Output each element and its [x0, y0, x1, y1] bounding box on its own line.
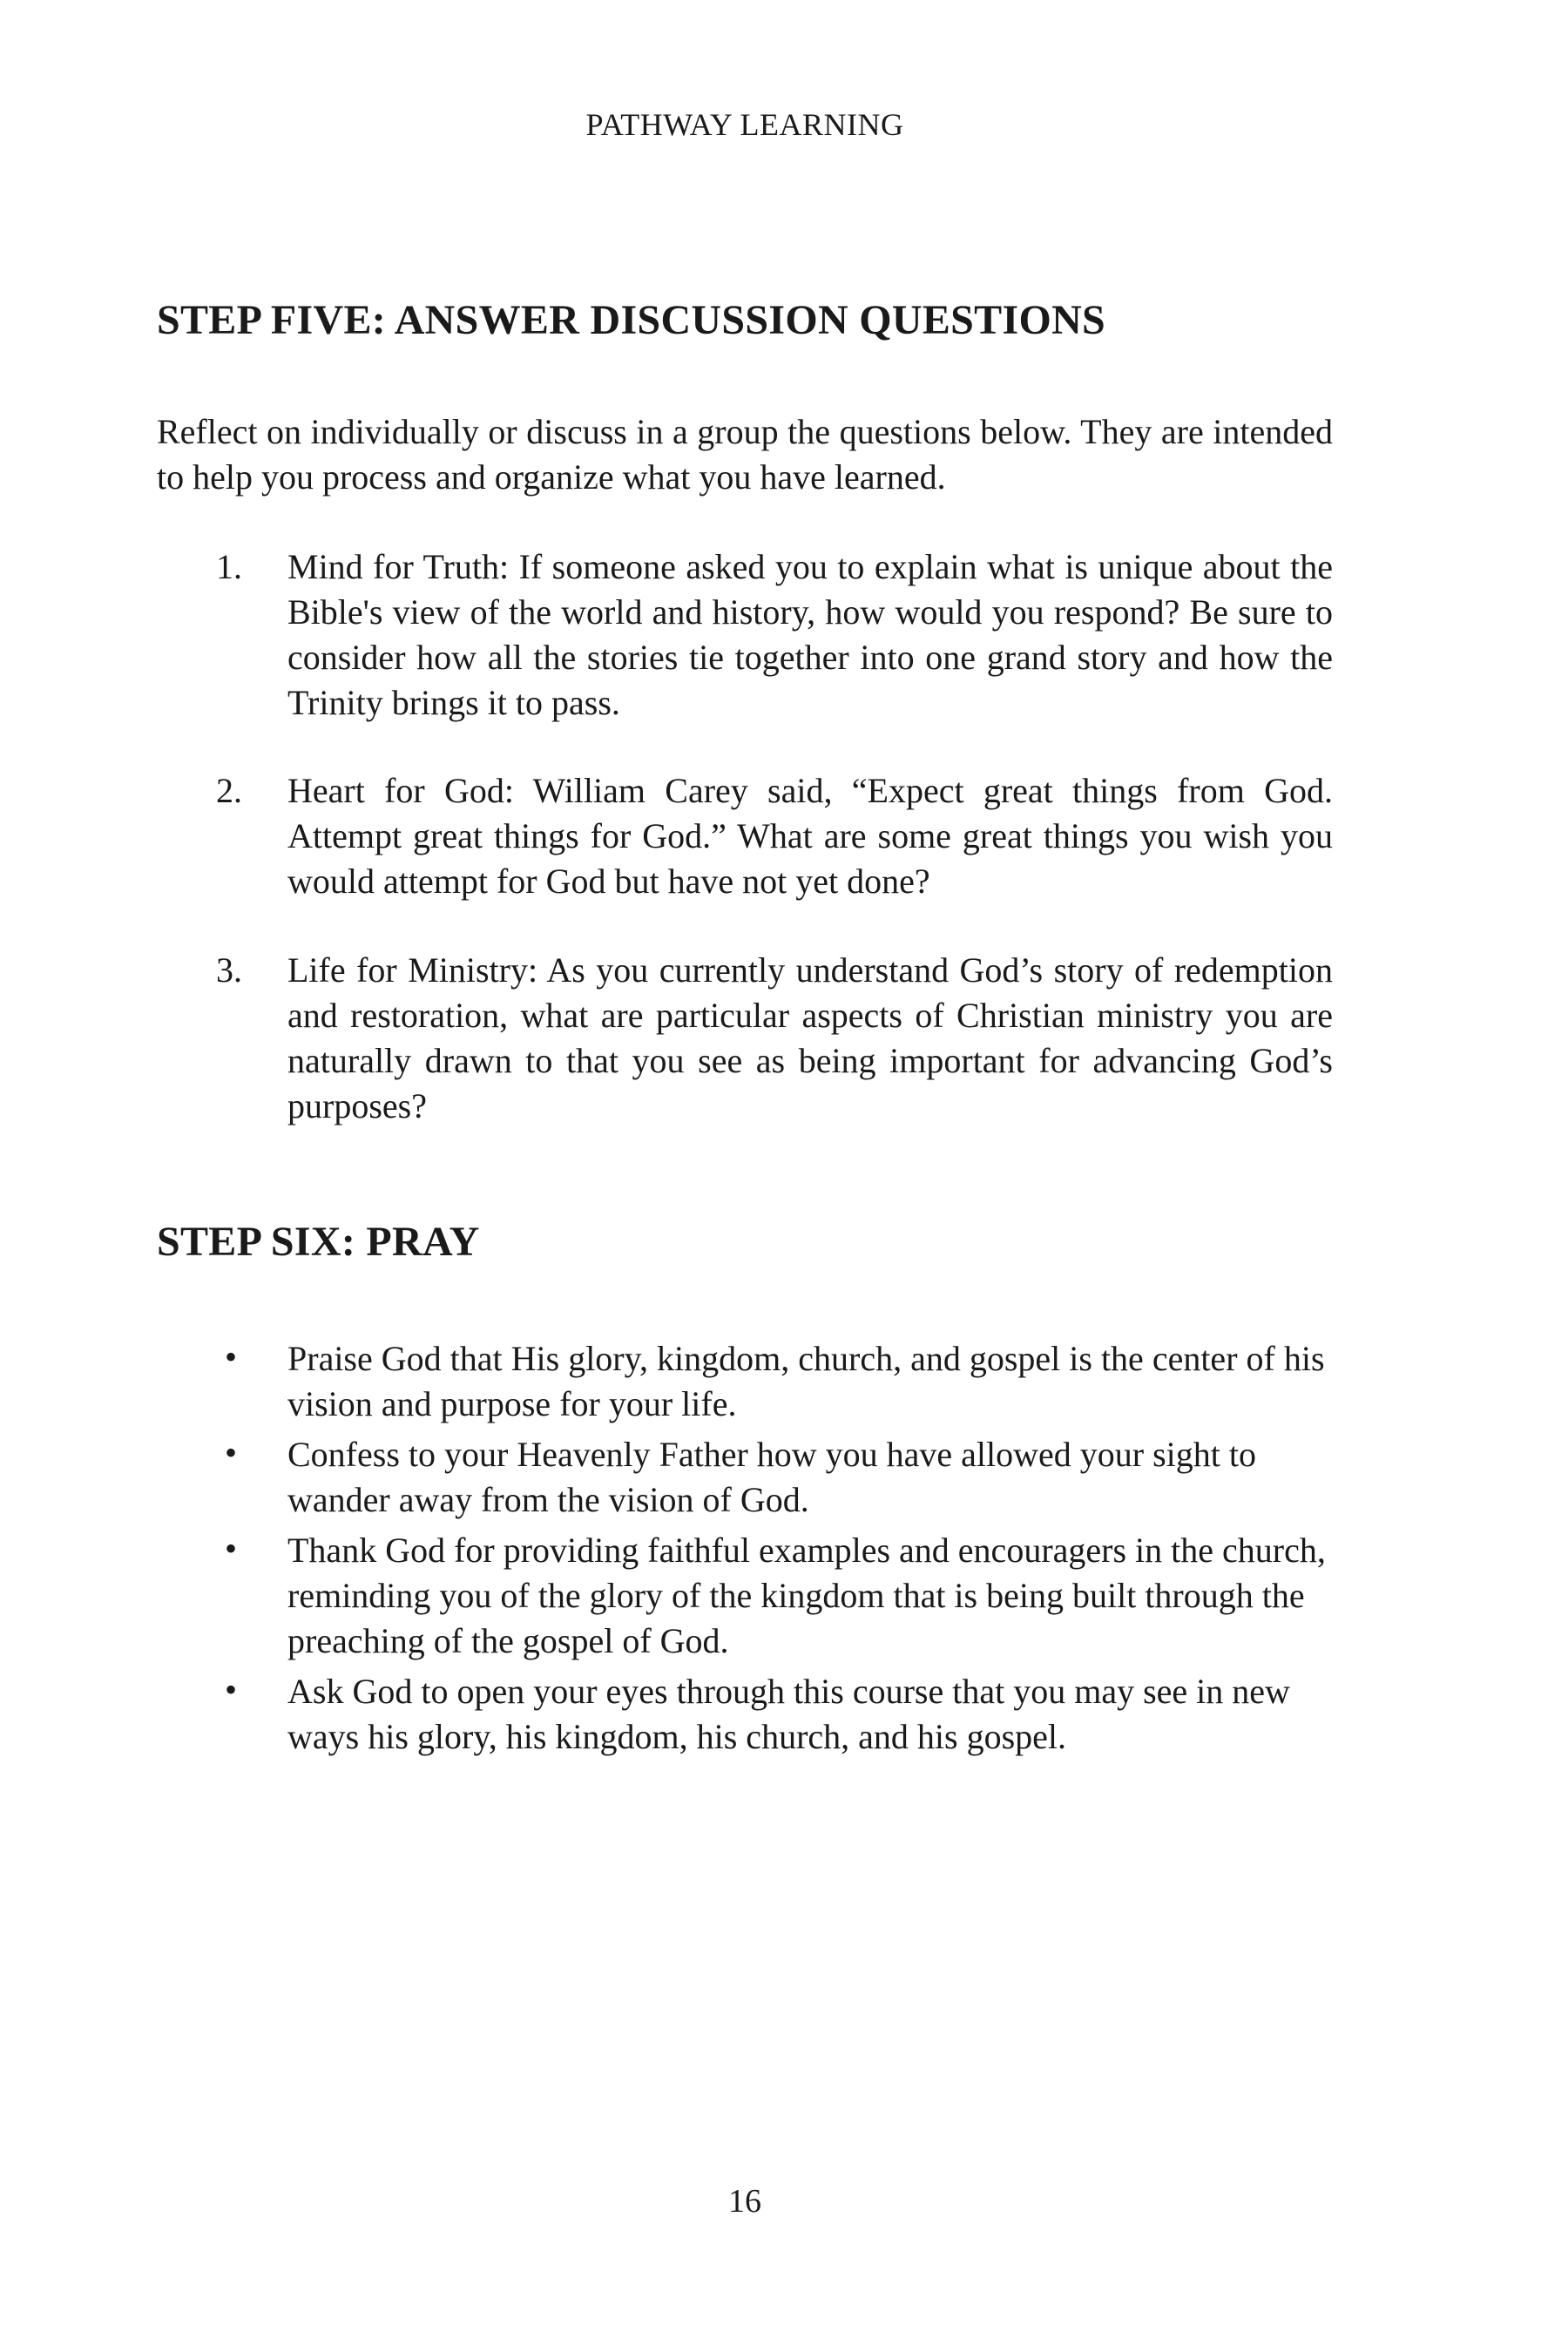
- prayer-text: Ask God to open your eyes through this course that you may see in new ways his glory, his kingdom, his church, and his gospel.: [287, 1672, 1290, 1756]
- prayer-text: Confess to your Heavenly Father how you have allowed your sight to wander away from the vision of God.: [287, 1435, 1257, 1519]
- question-item: [157, 948, 1333, 1129]
- question-item: [157, 768, 1333, 904]
- prayer-text: Praise God that His glory, kingdom, church, and gospel is the center of his vision and purpose for your life.: [287, 1339, 1325, 1423]
- question-text: Life for Ministry: As you currently understand God’s story of redemption and restoration, what are particular aspects of Christian ministry you are naturally drawn to that you see as being important for advancing God’s purposes?: [287, 950, 1333, 1125]
- question-text: Heart for God: William Carey said, “Expect great things from God. Attempt great things for God.” What are some great things you wish you would attempt for God but have not yet done?: [287, 771, 1333, 901]
- prayer-text: Thank God for providing faithful examples and encouragers in the church, reminding you of the glory of the kingdom that is being built through the preaching of the gospel of God.: [287, 1531, 1326, 1660]
- question-item: [157, 544, 1333, 726]
- running-head: PATHWAY LEARNING: [585, 107, 904, 142]
- bullet-icon: •: [225, 1670, 238, 1709]
- bullet-icon: •: [225, 1433, 238, 1472]
- question-number: 3.: [216, 950, 242, 990]
- prayer-item: [157, 1669, 1333, 1760]
- prayer-item: [157, 1528, 1333, 1664]
- question-number: 2.: [216, 771, 242, 810]
- section-heading-step-six: STEP SIX: PRAY: [157, 1219, 480, 1265]
- bullet-icon: •: [225, 1529, 238, 1568]
- bullet-icon: •: [225, 1337, 238, 1376]
- prayer-item: [157, 1336, 1333, 1427]
- section-heading-step-five: STEP FIVE: ANSWER DISCUSSION QUESTIONS: [157, 297, 1106, 343]
- question-number: 1.: [216, 547, 242, 586]
- question-text: Mind for Truth: If someone asked you to explain what is unique about the Bible's view of the world and history, how would you respond? Be sure to consider how all the stories tie together into one grand story and how the Trinity brings it to pass.: [287, 547, 1333, 722]
- intro-paragraph: Reflect on individually or discuss in a group the questions below. They are intended to help you process and organize what you have learned.: [157, 412, 1333, 497]
- page-number: 16: [728, 2183, 761, 2220]
- prayer-item: [157, 1432, 1333, 1523]
